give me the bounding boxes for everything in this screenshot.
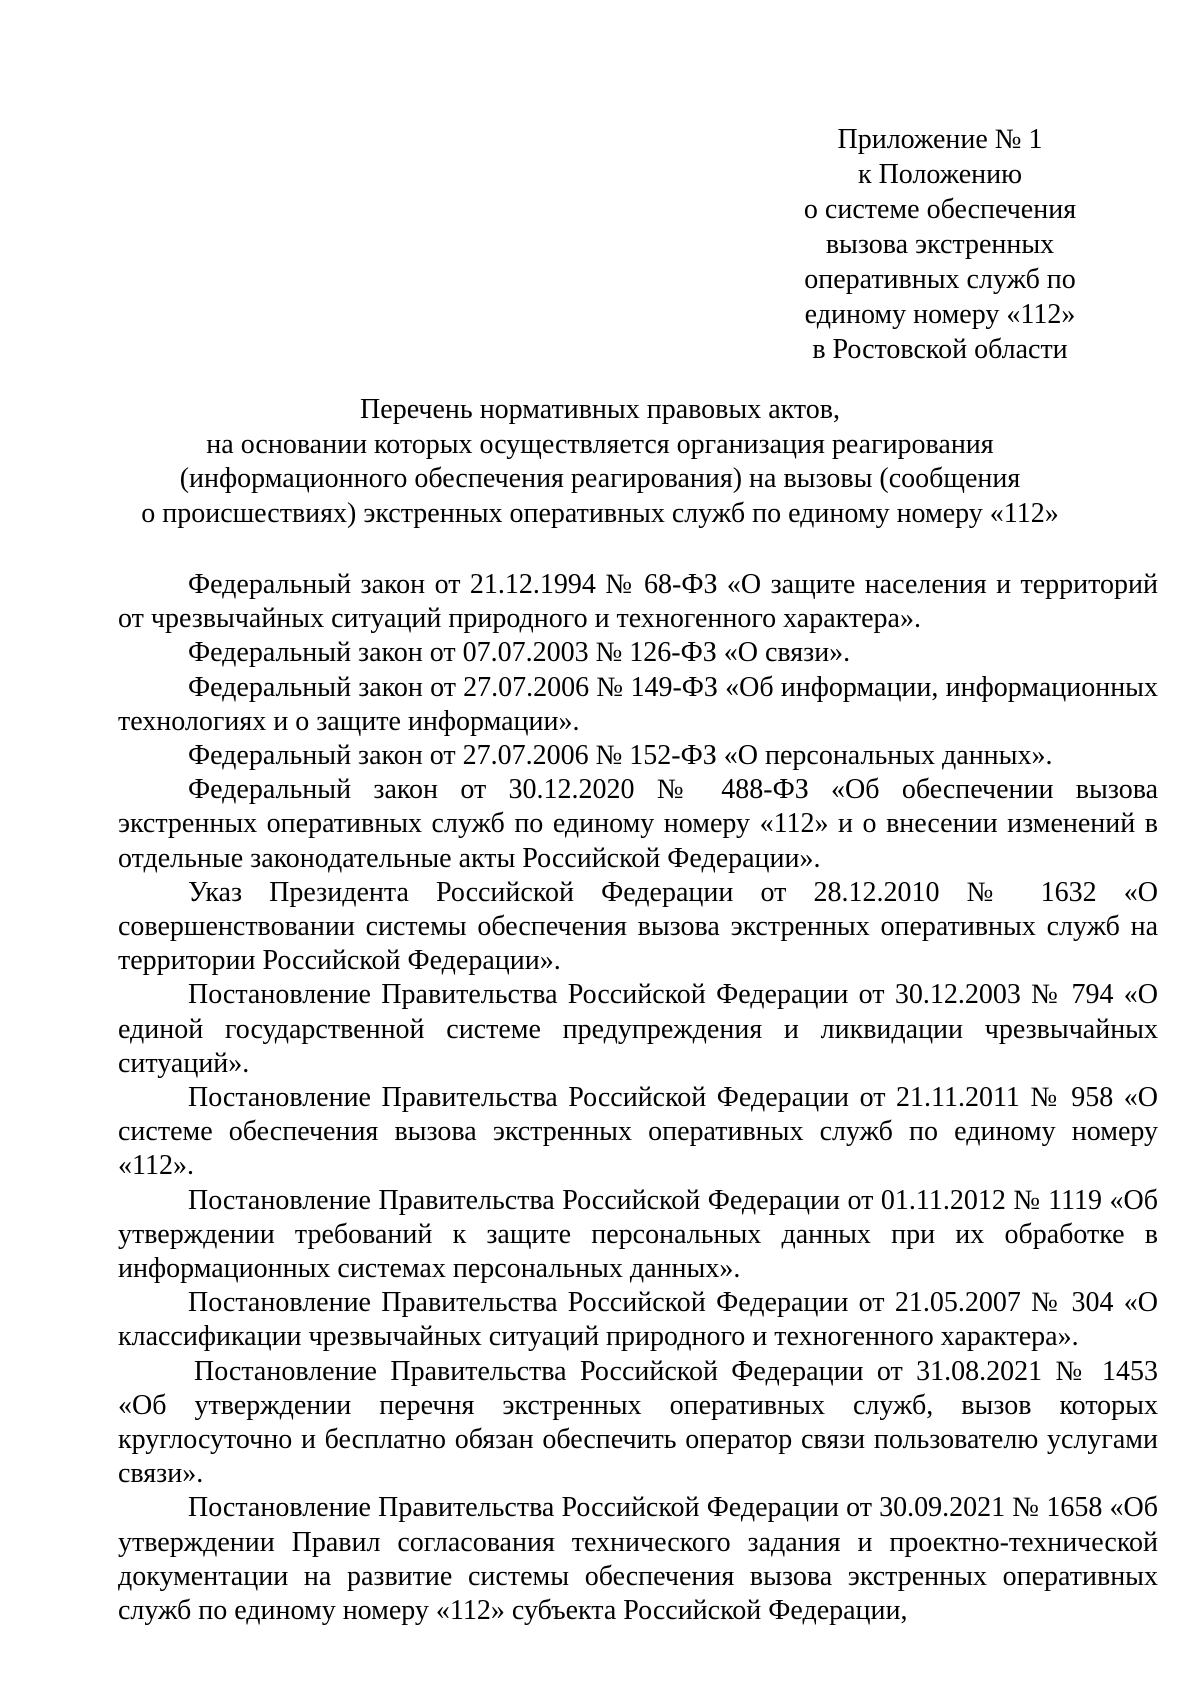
act-paragraph: Федеральный закон от 21.12.1994 № 68-ФЗ «О защите населения и территорий от чрезвычайных ситуаций природного и техногенного характера».: [118, 569, 1158, 635]
title-line: о происшествиях) экстренных оперативных служб по единому номеру «112»: [141, 497, 1059, 529]
title-line: (информационного обеспечения реагирования) на вызовы (сообщения: [179, 463, 1021, 494]
appendix-line: в Ростовской области: [812, 334, 1068, 365]
act-paragraph: Федеральный закон от 27.07.2006 № 149-ФЗ «Об информации, информационных технологиях и о защите информации».: [118, 671, 1158, 737]
appendix-line: единому номеру «112»: [804, 299, 1076, 330]
act-paragraph: Постановление Правительства Российской Федерации от 01.11.2012 № 1119 «Об утверждении требований к защите персональных данных при их обработке в информационных системах персональных данных».: [118, 1184, 1158, 1285]
title-line: Перечень нормативных правовых актов,: [360, 394, 840, 425]
appendix-header: [790, 122, 1090, 367]
appendix-line: о системе обеспечения: [803, 194, 1077, 225]
act-paragraph: Постановление Правительства Российской Федерации от 21.11.2011 № 958 «О системе обеспечения вызова экстренных оперативных служб по единому номеру «112».: [118, 1082, 1158, 1182]
appendix-line: к Положению: [857, 159, 1023, 190]
act-paragraph: Постановление Правительства Российской Федерации от 31.08.2021 № 1453 «Об утверждении перечня экстренных оперативных служб, вызов которых круглосуточно и бесплатно обязан обеспечить оператор связи пользователю услугами связи».: [118, 1355, 1158, 1490]
act-paragraph: Федеральный закон от 27.07.2006 № 152-ФЗ «О персональных данных».: [188, 740, 1053, 772]
act-paragraph: Постановление Правительства Российской Федерации от 30.12.2003 № 794 «О единой государственной системе предупреждения и ликвидации чрезвычайных ситуаций».: [118, 979, 1158, 1079]
act-paragraph: Указ Президента Российской Федерации от 28.12.2010 № 1632 «О совершенствовании системы обеспечения вызова экстренных оперативных служб на территории Российской Федерации».: [118, 876, 1158, 977]
act-paragraph: Федеральный закон от 07.07.2003 № 126-ФЗ «О связи».: [188, 637, 851, 669]
appendix-line: оперативных служб по: [804, 264, 1076, 295]
document-title: [120, 393, 1080, 531]
acts-list: [118, 568, 1158, 1628]
appendix-line: Приложение № 1: [837, 124, 1043, 155]
act-paragraph: Постановление Правительства Российской Федерации от 21.05.2007 № 304 «О классификации чрезвычайных ситуаций природного и техногенного характера».: [118, 1287, 1158, 1353]
act-paragraph: Федеральный закон от 30.12.2020 № 488-ФЗ «Об обеспечении вызова экстренных оперативных служб по единому номеру «112» и о внесении изменений в отдельные законодательные акты Российской Федерации».: [118, 774, 1158, 874]
appendix-line: вызова экстренных: [825, 229, 1055, 260]
act-paragraph: Постановление Правительства Российской Федерации от 30.09.2021 № 1658 «Об утверждении Правил согласования технического задания и проектно-технической документации на развитие системы обеспечения вызова экстренных оперативных служб по единому номеру «112» субъекта Российской Федерации,: [118, 1492, 1158, 1627]
title-line: на основании которых осуществляется организация реагирования: [206, 428, 994, 460]
